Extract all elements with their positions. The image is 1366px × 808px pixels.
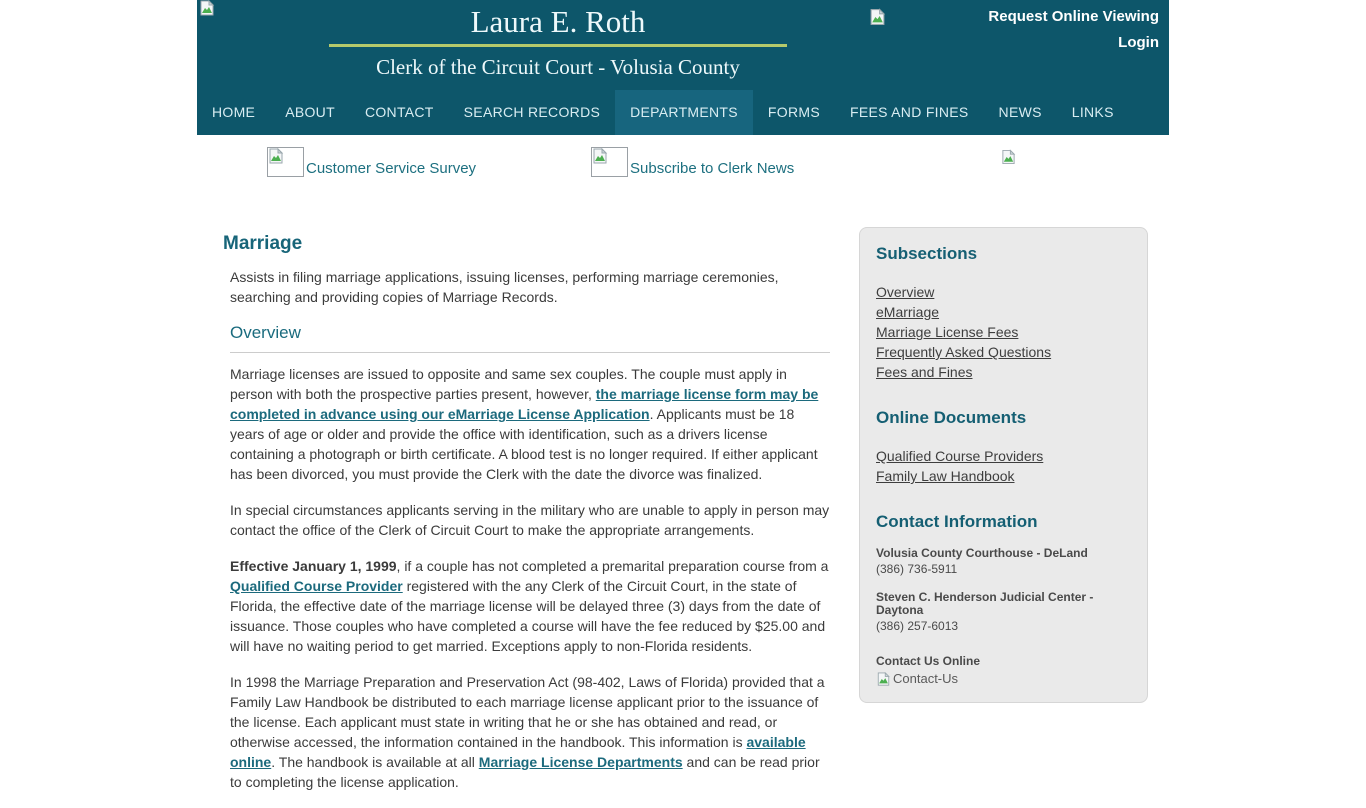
sidebar-item-qualified-course-providers[interactable]: Qualified Course Providers (876, 448, 1044, 464)
customer-service-survey-link[interactable] (267, 147, 476, 177)
sidebar-heading-subsections: Subsections (876, 244, 978, 263)
contact-location-name: Steven C. Henderson Judicial Center - Daytona (876, 590, 1094, 617)
section-title-overview: Overview (230, 323, 301, 342)
header-top (197, 0, 1169, 90)
title-block (329, 0, 787, 80)
nav-item-departments[interactable]: DEPARTMENTS (615, 90, 753, 135)
request-online-viewing-link[interactable]: Request Online Viewing (988, 8, 1159, 25)
main-area (197, 227, 1169, 808)
broken-image-icon (869, 8, 886, 26)
inline-link[interactable]: available online (230, 734, 806, 770)
sidebar-item-fees-and-fines[interactable]: Fees and Fines (876, 364, 973, 380)
site-subtitle: Clerk of the Circuit Court - Volusia County (376, 55, 740, 79)
sidebar-item-marriage-license-fees[interactable]: Marriage License Fees (876, 324, 1019, 340)
nav-item-about[interactable]: ABOUT (285, 104, 335, 120)
login-link[interactable]: Login (1118, 34, 1159, 51)
contact-us-link[interactable] (876, 671, 1131, 686)
page-intro: Assists in filing marriage applications, issuing licenses, performing marriage ceremonies, searching and providing copies of Marriage Records. (230, 269, 779, 305)
page-title: Marriage (223, 233, 303, 254)
quick-link-label: Customer Service Survey (306, 160, 477, 177)
subsections-links (876, 282, 1131, 382)
quick-link-label: Subscribe to Clerk News (630, 160, 795, 177)
inline-link[interactable]: Marriage License Departments (478, 754, 683, 770)
sidebar (859, 227, 1148, 703)
paragraph (230, 500, 830, 540)
paragraph (230, 364, 830, 484)
section-divider (230, 352, 830, 353)
broken-image-icon (1001, 149, 1016, 165)
contact-location-phone: (386) 736-5911 (876, 562, 958, 576)
main-nav (197, 90, 1169, 135)
site-title: Laura E. Roth (470, 4, 646, 39)
documents-links (876, 446, 1131, 486)
text-segment: . The handbook is available at all (271, 754, 479, 770)
nav-item-links[interactable]: LINKS (1071, 104, 1114, 120)
subscribe-clerk-news-link[interactable] (591, 147, 794, 177)
sidebar-item-emarriage[interactable]: eMarriage (876, 304, 940, 320)
quick-links-row (197, 135, 1169, 227)
paragraph (230, 672, 830, 792)
header-utility-links (988, 4, 1159, 56)
title-divider (329, 44, 787, 47)
nav-item-contact[interactable]: CONTACT (364, 104, 434, 120)
contact-location (876, 591, 1131, 633)
sidebar-item-family-law-handbook[interactable]: Family Law Handbook (876, 468, 1015, 484)
broken-image-icon (876, 672, 891, 686)
text-segment: registered with the any Clerk of the Circuit Court, in the state of Florida, the effective date of the marriage license will be delayed three (3) days from the date of issuance. Those couples who have completed a course will have the fee reduced by $25.00 and will have no waiting period to get married. Exceptions apply to non-Florida residents. (230, 578, 826, 654)
contact-location (876, 547, 1131, 576)
contact-online-label: Contact Us Online (876, 654, 981, 668)
text-segment: Marriage licenses are issued to opposite and same sex couples. The couple must apply in person with both the prospective parties present, however, (230, 366, 787, 402)
broken-image-icon (199, 0, 215, 16)
broken-image-icon (591, 147, 628, 177)
sidebar-item-faq[interactable]: Frequently Asked Questions (876, 344, 1052, 360)
nav-item-news[interactable]: NEWS (998, 104, 1042, 120)
page (197, 0, 1169, 808)
contact-us-alt-text: Contact-Us (893, 671, 959, 686)
text-segment: In special circumstances applicants serving in the military who are unable to apply in person may contact the office of the Clerk of Circuit Court to make the appropriate arrangements. (230, 502, 830, 538)
sidebar-item-overview[interactable]: Overview (876, 284, 935, 300)
broken-image-icon (267, 147, 304, 177)
nav-item-search-records[interactable]: SEARCH RECORDS (463, 104, 601, 120)
contact-online-block (876, 655, 1131, 686)
text-segment: Effective January 1, 1999 (230, 558, 397, 574)
inline-link[interactable]: Qualified Course Provider (230, 578, 403, 594)
contact-location-name: Volusia County Courthouse - DeLand (876, 546, 1088, 560)
inline-link[interactable]: the marriage license form may be completed in advance using our eMarriage License Application (230, 386, 819, 422)
contact-location-phone: (386) 257-6013 (876, 619, 959, 633)
nav-item-fees-and-fines[interactable]: FEES AND FINES (849, 104, 969, 120)
text-segment: , if a couple has not completed a premarital preparation course from a (396, 558, 829, 574)
sidebar-heading-contact-information: Contact Information (876, 512, 1038, 531)
paragraph (230, 556, 830, 656)
sidebar-heading-online-documents: Online Documents (876, 408, 1027, 427)
text-segment: In 1998 the Marriage Preparation and Preservation Act (98-402, Laws of Florida) provided that a Family Law Handbook be distributed to each marriage license applicant prior to the issuance of the license. Each applicant must state in writing that he or she has obtained and read, or otherwise accessed, the information contained in the handbook. This information is (230, 674, 825, 750)
nav-item-home[interactable]: HOME (212, 104, 256, 120)
text-segment: and can be read prior to completing the license application. (230, 754, 820, 790)
content-column (223, 227, 830, 808)
site-header (197, 0, 1169, 135)
text-segment: . Applicants must be 18 years of age or older and provide the office with identification, such as a drivers license containing a photograph or birth certificate. A blood test is no longer required. If either applicant has been divorced, you must provide the Clerk with the date the divorce was finalized. (230, 406, 818, 482)
nav-item-forms[interactable]: FORMS (767, 104, 820, 120)
